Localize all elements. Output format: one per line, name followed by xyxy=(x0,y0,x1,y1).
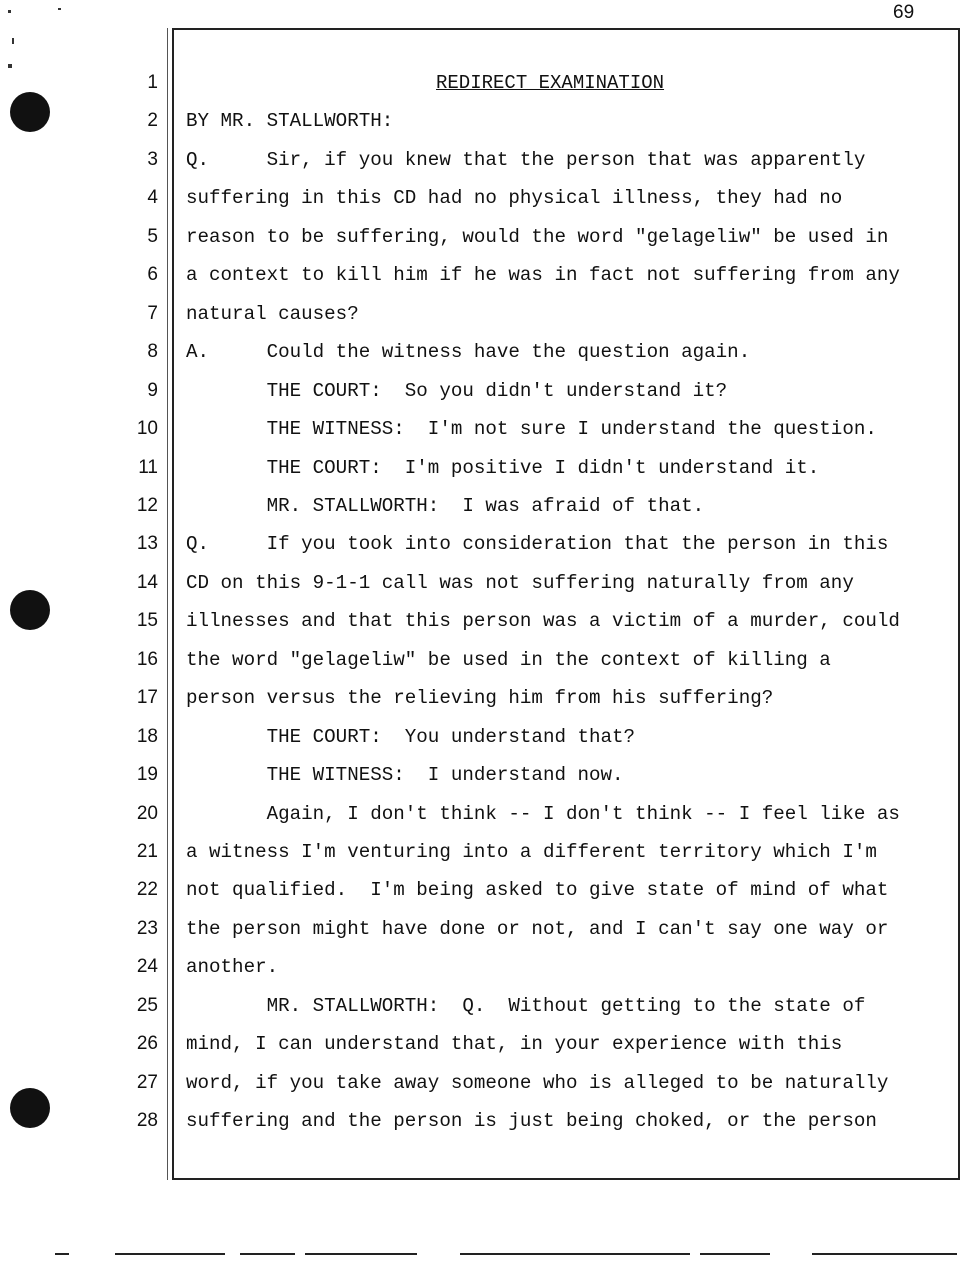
line-text: another. xyxy=(186,956,279,979)
line-number: 16 xyxy=(136,648,158,670)
line-text: THE COURT: So you didn't understand it? xyxy=(186,379,728,402)
bottom-rule xyxy=(305,1253,417,1255)
line-text: suffering and the person is just being choked, or the person xyxy=(186,1110,877,1133)
line-text: not qualified. I'm being asked to give state of mind of what xyxy=(186,879,889,902)
line-text: the word "gelageliw" be used in the context of killing a xyxy=(186,648,831,671)
transcript-line xyxy=(0,372,960,410)
transcript-line xyxy=(0,141,960,179)
line-number: 21 xyxy=(136,841,158,862)
line-number: 11 xyxy=(138,456,158,478)
transcript-line xyxy=(0,333,960,371)
transcript-line xyxy=(0,218,960,256)
transcript-line xyxy=(0,256,960,294)
transcript-line xyxy=(0,602,960,640)
line-number: 19 xyxy=(136,764,158,786)
line-number: 5 xyxy=(147,225,158,247)
bottom-rule xyxy=(115,1253,225,1255)
line-number: 26 xyxy=(136,1033,158,1055)
transcript-line xyxy=(0,564,960,602)
line-text: BY MR. STALLWORTH: xyxy=(186,110,394,133)
transcript-line xyxy=(0,795,960,833)
line-number: 15 xyxy=(136,610,158,632)
line-text: Q. If you took into consideration that the person in this xyxy=(186,533,889,556)
transcript-line xyxy=(0,487,960,525)
line-text: MR. STALLWORTH: I was afraid of that. xyxy=(186,494,705,517)
transcript-line xyxy=(0,102,960,140)
line-number: 22 xyxy=(136,879,158,901)
line-number: 10 xyxy=(136,418,158,440)
line-text: THE WITNESS: I understand now. xyxy=(186,764,624,787)
transcript-line xyxy=(0,64,960,102)
line-number: 25 xyxy=(136,994,158,1016)
line-number: 23 xyxy=(136,917,158,939)
transcript-line xyxy=(0,1102,960,1140)
transcript-line xyxy=(0,449,960,487)
bottom-rule xyxy=(240,1253,295,1255)
line-number: 24 xyxy=(136,956,158,978)
line-text: natural causes? xyxy=(186,302,359,325)
line-text: MR. STALLWORTH: Q. Without getting to the state of xyxy=(186,994,866,1017)
transcript-line xyxy=(0,641,960,679)
line-text: reason to be suffering, would the word "gelageliw" be used in xyxy=(186,225,889,248)
transcript-line xyxy=(0,833,960,871)
line-text: a witness I'm venturing into a different territory which I'm xyxy=(186,841,877,863)
bottom-rule xyxy=(812,1253,957,1255)
transcript-line xyxy=(0,948,960,986)
line-text: CD on this 9-1-1 call was not suffering naturally from any xyxy=(186,571,854,594)
transcript-line xyxy=(0,987,960,1025)
line-number: 18 xyxy=(136,725,158,747)
transcript-line xyxy=(0,295,960,333)
transcript-line xyxy=(0,910,960,948)
line-text: illnesses and that this person was a victim of a murder, could xyxy=(186,610,900,633)
transcript-line xyxy=(0,718,960,756)
line-number: 3 xyxy=(147,148,158,170)
section-heading: REDIRECT EXAMINATION xyxy=(436,72,665,94)
bottom-rule xyxy=(55,1253,69,1255)
line-text: a context to kill him if he was in fact not suffering from any xyxy=(186,264,900,287)
line-text: Q. Sir, if you knew that the person that was apparently xyxy=(186,148,866,171)
line-number: 2 xyxy=(147,110,158,132)
line-number: 1 xyxy=(147,72,158,93)
line-number: 14 xyxy=(136,571,158,593)
line-text: THE COURT: You understand that? xyxy=(186,725,636,748)
speck xyxy=(8,10,11,13)
line-text: person versus the relieving him from his suffering? xyxy=(186,687,774,710)
page-number: 69 xyxy=(893,2,915,23)
speck xyxy=(12,38,14,44)
line-text: THE COURT: I'm positive I didn't understand it. xyxy=(186,456,820,479)
line-number: 20 xyxy=(136,802,158,824)
line-number: 17 xyxy=(136,687,158,709)
speck xyxy=(58,8,61,10)
line-text: suffering in this CD had no physical illness, they had no xyxy=(186,187,843,210)
line-number: 13 xyxy=(136,533,158,555)
transcript-line xyxy=(0,1025,960,1063)
line-number: 7 xyxy=(147,302,158,324)
transcript-line xyxy=(0,410,960,448)
line-number: 9 xyxy=(147,379,158,401)
line-text: A. Could the witness have the question again. xyxy=(186,341,751,364)
bottom-rule xyxy=(460,1253,690,1255)
line-number: 27 xyxy=(136,1071,158,1093)
transcript-line xyxy=(0,679,960,717)
line-number: 12 xyxy=(136,494,158,516)
transcript-line xyxy=(0,525,960,563)
line-text: word, if you take away someone who is alleged to be naturally xyxy=(186,1071,889,1094)
line-number: 28 xyxy=(136,1110,158,1132)
line-text: the person might have done or not, and I can't say one way or xyxy=(186,917,889,940)
bottom-rule xyxy=(700,1253,770,1255)
line-text: mind, I can understand that, in your experience with this xyxy=(186,1033,843,1056)
transcript-line xyxy=(0,1064,960,1102)
line-number: 4 xyxy=(147,187,158,209)
transcript-line xyxy=(0,871,960,909)
line-text: THE WITNESS: I'm not sure I understand the question. xyxy=(186,418,877,441)
line-text: Again, I don't think -- I don't think -- I feel like as xyxy=(186,802,900,825)
line-number: 6 xyxy=(147,264,158,286)
line-number: 8 xyxy=(147,341,158,363)
transcript-line xyxy=(0,179,960,217)
transcript-line xyxy=(0,756,960,794)
